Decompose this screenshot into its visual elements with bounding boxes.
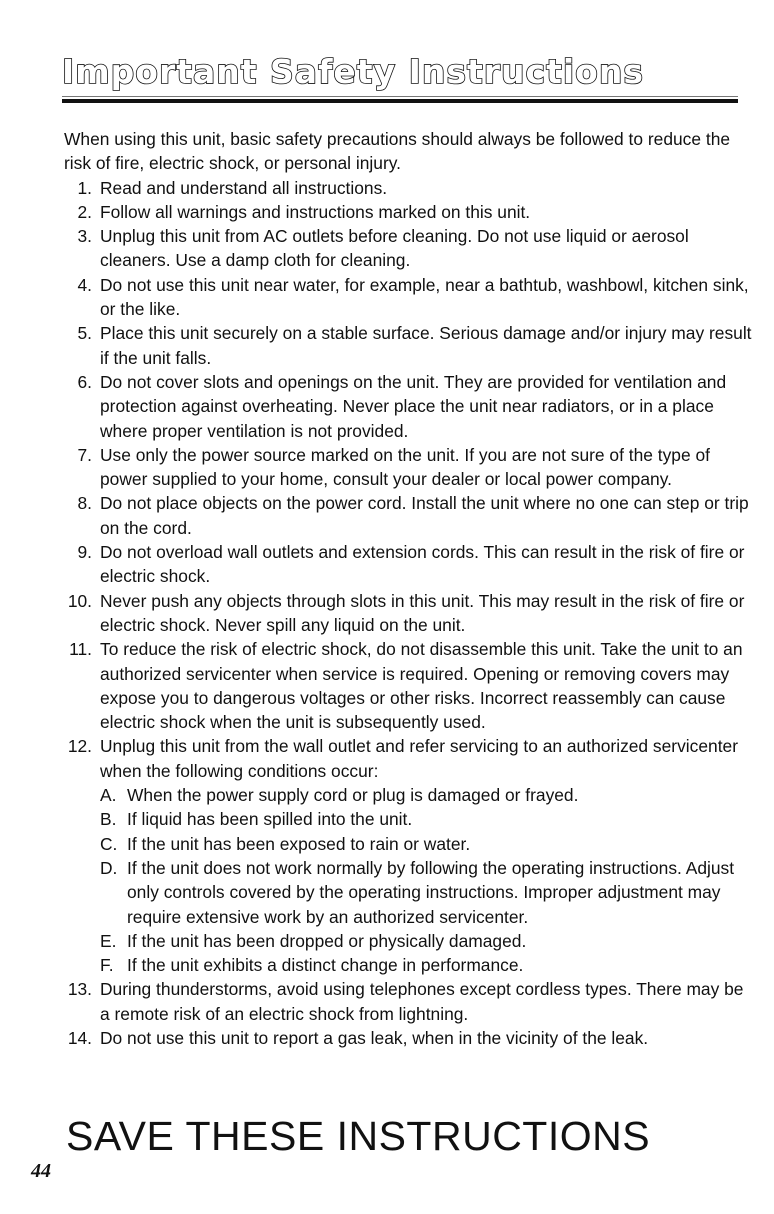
- item-text: Do not overload wall outlets and extension cords. This can result in the risk of fire or electric shock.: [100, 542, 745, 587]
- item-text: Unplug this unit from AC outlets before cleaning. Do not use liquid or aerosol cleaners. Use a damp cloth for cleaning.: [100, 226, 689, 271]
- page-title: Important Safety Instructions: [62, 52, 644, 91]
- list-item: [64, 443, 754, 492]
- item-number: 3.: [77, 226, 92, 247]
- list-item: [64, 540, 754, 589]
- title-underline-thin: [62, 96, 738, 97]
- condition-letter: E.: [100, 930, 117, 951]
- page-number: 44: [31, 1160, 51, 1182]
- condition-item: [100, 929, 754, 953]
- item-number: 8.: [77, 493, 92, 514]
- item-number: 11.: [69, 639, 92, 660]
- item-text: Place this unit securely on a stable surface. Serious damage and/or injury may result if the unit falls.: [100, 323, 752, 368]
- intro-paragraph: When using this unit, basic safety precautions should always be followed to reduce the risk of fire, electric shock, or personal injury.: [64, 129, 731, 174]
- safety-list: [64, 176, 754, 1051]
- item-number: 12.: [67, 736, 92, 757]
- list-item: [64, 589, 754, 638]
- item-text: During thunderstorms, avoid using telephones except cordless types. There may be a remote risk of an electric shock from lightning.: [100, 979, 744, 1024]
- item-number: 13.: [67, 979, 92, 1000]
- save-instructions-heading: SAVE THESE INSTRUCTIONS: [66, 1113, 651, 1159]
- list-item: [64, 321, 754, 370]
- item-text: Unplug this unit from the wall outlet and refer servicing to an authorized servicenter when the following conditions occur:: [100, 736, 738, 781]
- title-underline: [62, 99, 738, 103]
- condition-letter: D.: [100, 857, 118, 878]
- item-number: 4.: [77, 274, 92, 295]
- list-item: [64, 637, 754, 734]
- item-text: Do not use this unit to report a gas leak, when in the vicinity of the leak.: [100, 1027, 649, 1048]
- item-text: To reduce the risk of electric shock, do not disassemble this unit. Take the unit to an authorized servicenter when service is required. Opening or removing covers may expose you to dangerous voltages or other risks. Incorrect reassembly can cause electric shock when the unit is subsequently used.: [100, 639, 743, 733]
- condition-letter: A.: [100, 785, 117, 806]
- condition-letter: B.: [100, 809, 117, 830]
- list-item: [64, 491, 754, 540]
- condition-text: If the unit has been exposed to rain or water.: [127, 833, 471, 854]
- list-item: [64, 224, 754, 273]
- list-item: [64, 977, 754, 1026]
- condition-text: When the power supply cord or plug is damaged or frayed.: [127, 785, 579, 806]
- condition-text: If the unit does not work normally by following the operating instructions. Adjust only controls covered by the operating instructions. Improper adjustment may require extensive work by an authorized servicenter.: [127, 857, 735, 927]
- item-text: Read and understand all instructions.: [100, 177, 388, 198]
- condition-letter: C.: [100, 833, 118, 854]
- item-number: 6.: [77, 371, 92, 392]
- list-item: [64, 1026, 754, 1050]
- item-number: 7.: [77, 444, 92, 465]
- condition-letter: F.: [100, 955, 114, 976]
- item-number: 1.: [77, 177, 92, 198]
- item-text: Do not cover slots and openings on the unit. They are provided for ventilation and protection against overheating. Never place the unit near radiators, or in a place where proper ventilation is not provided.: [100, 371, 727, 441]
- conditions-list: [100, 783, 754, 977]
- list-item: [64, 176, 754, 200]
- instructions-body: [64, 127, 754, 1050]
- condition-text: If liquid has been spilled into the unit.: [127, 809, 413, 830]
- item-text: Use only the power source marked on the unit. If you are not sure of the type of power supplied to your home, consult your dealer or local power company.: [100, 444, 710, 490]
- list-item: [64, 370, 754, 443]
- list-item: [64, 734, 754, 977]
- condition-item: [100, 953, 754, 977]
- item-text: Follow all warnings and instructions marked on this unit.: [100, 201, 531, 222]
- item-text: Do not use this unit near water, for example, near a bathtub, washbowl, kitchen sink, or the like.: [100, 274, 749, 320]
- condition-text: If the unit has been dropped or physically damaged.: [127, 930, 527, 951]
- condition-item: [100, 783, 754, 807]
- condition-item: [100, 807, 754, 831]
- condition-text: If the unit exhibits a distinct change in performance.: [127, 955, 524, 976]
- condition-item: [100, 856, 754, 929]
- item-number: 2.: [77, 201, 92, 222]
- item-number: 14.: [67, 1027, 92, 1048]
- item-number: 10.: [67, 590, 92, 611]
- item-text: Never push any objects through slots in this unit. This may result in the risk of fire or electric shock. Never spill any liquid on the unit.: [100, 590, 745, 635]
- list-item: [64, 200, 754, 224]
- condition-item: [100, 832, 754, 856]
- item-number: 5.: [77, 323, 92, 344]
- item-number: 9.: [77, 542, 92, 563]
- item-text: Do not place objects on the power cord. Install the unit where no one can step or trip on the cord.: [100, 493, 749, 538]
- list-item: [64, 273, 754, 322]
